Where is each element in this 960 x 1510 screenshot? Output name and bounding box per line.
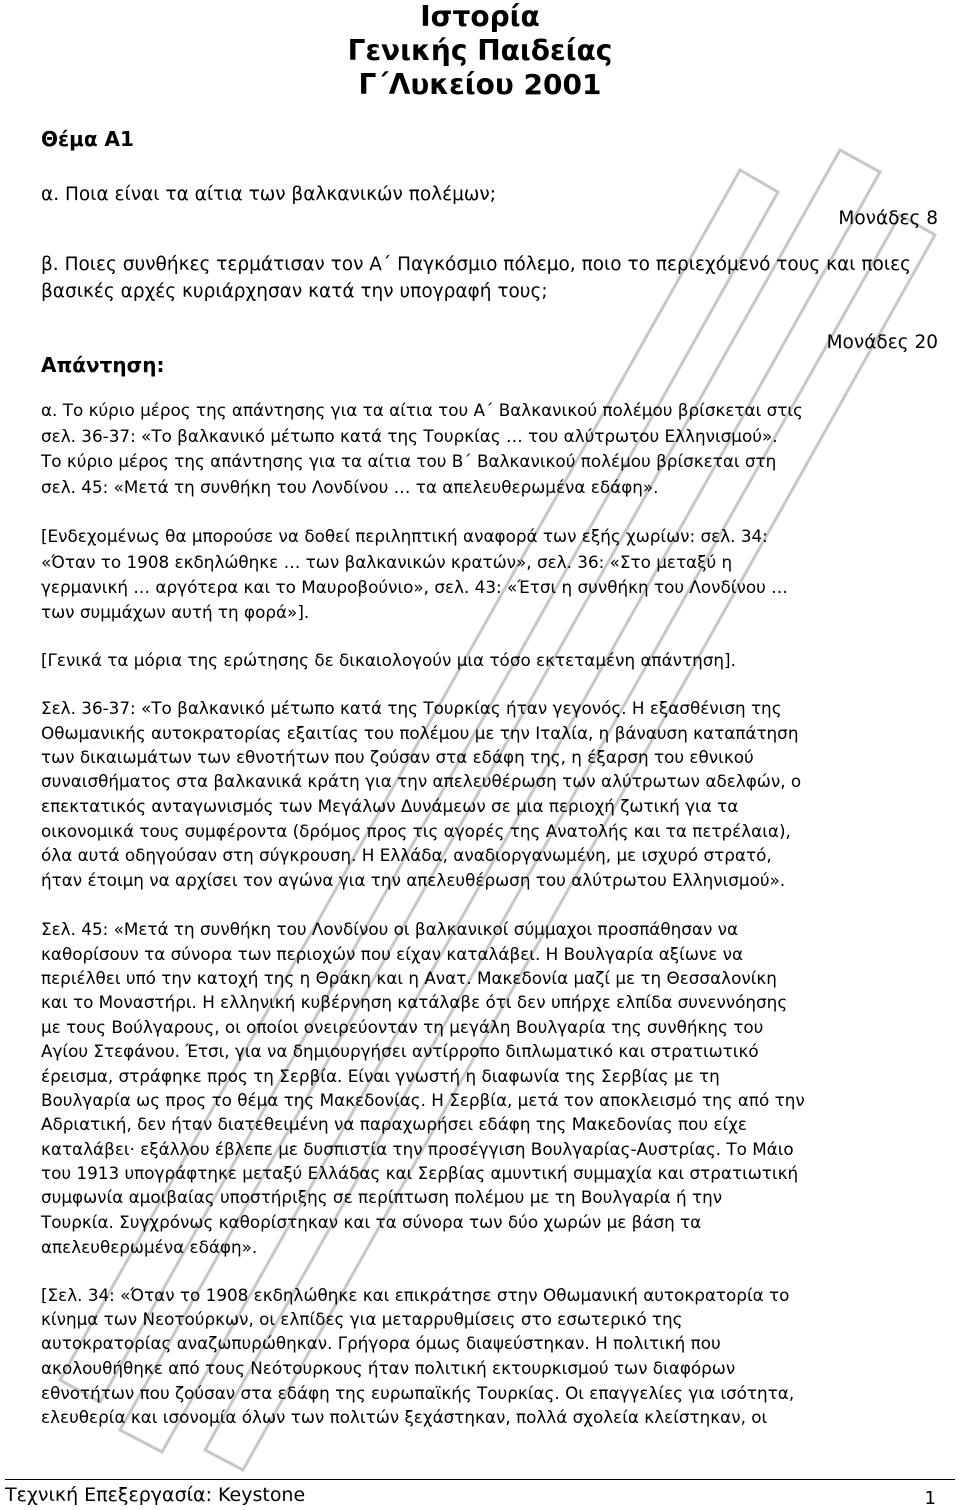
answer-line: καταλάβει· εξάλλου έβλεπε με δυσπιστία την προσέγγιση Βουλγαρίας-Αυστρίας. Το Μάιο — [41, 1139, 794, 1159]
page-number: 1 — [924, 1488, 936, 1509]
answer-line: των συμμάχων αυτή τη φορά»]. — [41, 602, 310, 622]
question-a: α. Ποια είναι τα αίτια των βαλκανικών πολέμων; — [41, 184, 496, 205]
answer-line: των δικαιωμάτων των εθνοτήτων που ζούσαν στα εδάφη της, η έξαρση του εθνικού — [41, 747, 754, 767]
answer-line: κίνημα των Νεοτούρκων, οι ελπίδες για μεταρρυθμίσεις στο εσωτερικό της — [41, 1309, 683, 1329]
answer-line: απελευθερωμένα εδάφη». — [41, 1237, 258, 1257]
answer-line: αυτοκρατορίας αναζωπυρώθηκαν. Γρήγορα όμως διαψεύστηκαν. Η πολιτική που — [41, 1333, 721, 1353]
answer-line: Οθωμανικής αυτοκρατορίας εξαιτίας του πολέμου με την Ιταλία, η βάναυση καταπάτηση — [41, 723, 799, 743]
answer-line: «Όταν το 1908 εκδηλώθηκε … των βαλκανικών κρατών», σελ. 36: «Στο μεταξύ η — [41, 552, 733, 572]
answer-line: οικονομικά τους συμφέροντα (δρόμος προς τις αγορές της Ανατολής και τα πετρέλαια), — [41, 821, 791, 841]
answer-line: συμφωνία αμοιβαίας υποστήριξης σε περίπτωση πολέμου με τη Βουλγαρία ή την — [41, 1187, 723, 1207]
answer-line: ελευθερία και ισονομία όλων των πολιτών ξεχάστηκαν, πολλά σχολεία κλείστηκαν, οι — [41, 1407, 768, 1427]
footer-divider — [5, 1479, 955, 1480]
topic-heading: Θέμα Α1 — [41, 127, 134, 151]
answer-line: [Ενδεχομένως θα μπορούσε να δοθεί περιληπτική αναφορά των εξής χωρίων: σελ. 34: — [41, 526, 768, 546]
answer-line: Σελ. 45: «Μετά τη συνθήκη του Λονδίνου οι βαλκανικοί σύμμαχοι προσπάθησαν να — [41, 919, 739, 939]
answer-line: Αδριατική, δεν ήταν διατεθειμένη να παραχωρήσει εδάφη της Μακεδονίας που είχε — [41, 1114, 747, 1134]
question-b: β. Ποιες συνθήκες τερμάτισαν τον Α΄ Παγκόσμιο πόλεμο, ποιο το περιεχόμενό τους και ποιες βασικές αρχές κυριάρχησαν κατά την υπογραφή τους; — [41, 254, 911, 302]
marks-b: Μονάδες 20 — [826, 332, 938, 353]
answer-line: Βουλγαρία ως προς το θέμα της Μακεδονίας. Η Σερβία, μετά τον αποκλεισμό της από την — [41, 1090, 805, 1110]
answer-line: έρεισμα, στράφηκε προς τη Σερβία. Είναι γνωστή η διαφωνία της Σερβίας με τη — [41, 1066, 720, 1086]
answer-line: επεκτατικός ανταγωνισμός των Μεγάλων Δυνάμεων σε μια περιοχή ζωτική για τα — [41, 796, 739, 816]
answer-line: περιέλθει υπό την κατοχή της η Θράκη και η Ανατ. Μακεδονία μαζί με τη Θεσσαλονίκη — [41, 968, 777, 988]
answer-line: [Γενικά τα μόρια της ερώτησης δε δικαιολογούν μια τόσο εκτεταμένη απάντηση]. — [41, 650, 736, 670]
answer-line: όλα αυτά οδηγούσαν στη σύγκρουση. Η Ελλάδα, αναδιοργανωμένη, με ισχυρό στρατό, — [41, 845, 772, 865]
answer-line: Σελ. 36-37: «Το βαλκανικό μέτωπο κατά της Τουρκίας ήταν γεγονός. Η εξασθένιση της — [41, 698, 782, 718]
answer-line: εθνοτήτων που ζούσαν στα εδάφη της ευρωπαϊκής Τουρκίας. Οι επαγγελίες για ισότητα, — [41, 1383, 795, 1403]
answer-line: ακολουθήθηκε από τους Νεότουρκους ήταν πολιτική εκτουρκισμού των διαφόρων — [41, 1358, 736, 1378]
title-subject: Ιστορία — [420, 0, 540, 33]
title-grade-year: Γ΄Λυκείου 2001 — [358, 68, 602, 101]
answer-line: συναισθήματος στα βαλκανικά κράτη για την απελευθέρωση των αλύτρωτων αδελφών, ο — [41, 771, 802, 791]
answer-line: του 1913 υπογράφτηκε μεταξύ Ελλάδας και Σερβίας αμυντική συμμαχία και στρατιωτική — [41, 1163, 799, 1183]
answer-line: σελ. 36-37: «Το βαλκανικό μέτωπο κατά της Τουρκίας … του αλύτρωτου Ελληνισμού». — [41, 426, 778, 446]
answer-line: ήταν έτοιμη να αρχίσει τον αγώνα για την απελευθέρωση του αλύτρωτου Ελληνισμού». — [41, 870, 786, 890]
answer-heading: Απάντηση: — [41, 353, 165, 377]
answer-line: α. Το κύριο μέρος της απάντησης για τα αίτια του Α΄ Βαλκανικού πολέμου βρίσκεται στις — [41, 400, 803, 420]
marks-a: Μονάδες 8 — [838, 208, 938, 229]
answer-line: Το κύριο μέρος της απάντησης για τα αίτια του Β΄ Βαλκανικού πολέμου βρίσκεται στη — [41, 451, 777, 471]
answer-line: και το Μοναστήρι. Η ελληνική κυβέρνηση κατάλαβε ότι δεν υπήρχε ελπίδα συνεννόησης — [41, 992, 788, 1012]
answer-line: καθορίσουν τα σύνορα των περιοχών που είχαν καταλάβει. Η Βουλγαρία αξίωνε να — [41, 944, 744, 964]
footer-credit: Τεχνική Επεξεργασία: Keystone — [5, 1484, 306, 1506]
answer-line: Τουρκία. Συγχρόνως καθορίστηκαν και τα σύνορα των δύο χωρών με βάση τα — [41, 1212, 702, 1232]
title-course: Γενικής Παιδείας — [347, 34, 613, 67]
answer-line: γερμανική … αργότερα και το Μαυροβούνιο», σελ. 43: «Έτσι η συνθήκη του Λονδίνου … — [41, 577, 788, 597]
answer-line: [Σελ. 34: «Όταν το 1908 εκδηλώθηκε και επικράτησε στην Οθωμανική αυτοκρατορία το — [41, 1285, 790, 1305]
answer-line: Αγίου Στεφάνου. Έτσι, για να δημιουργήσει αντίρροπο διπλωματικό και στρατιωτικό — [41, 1041, 759, 1061]
answer-line: με τους Βούλγαρους, οι οποίοι ονειρεύονταν τη μεγάλη Βουλγαρία της συνθήκης του — [41, 1017, 764, 1037]
answer-line: σελ. 45: «Μετά τη συνθήκη του Λονδίνου … τα απελευθερωμένα εδάφη». — [41, 477, 659, 497]
